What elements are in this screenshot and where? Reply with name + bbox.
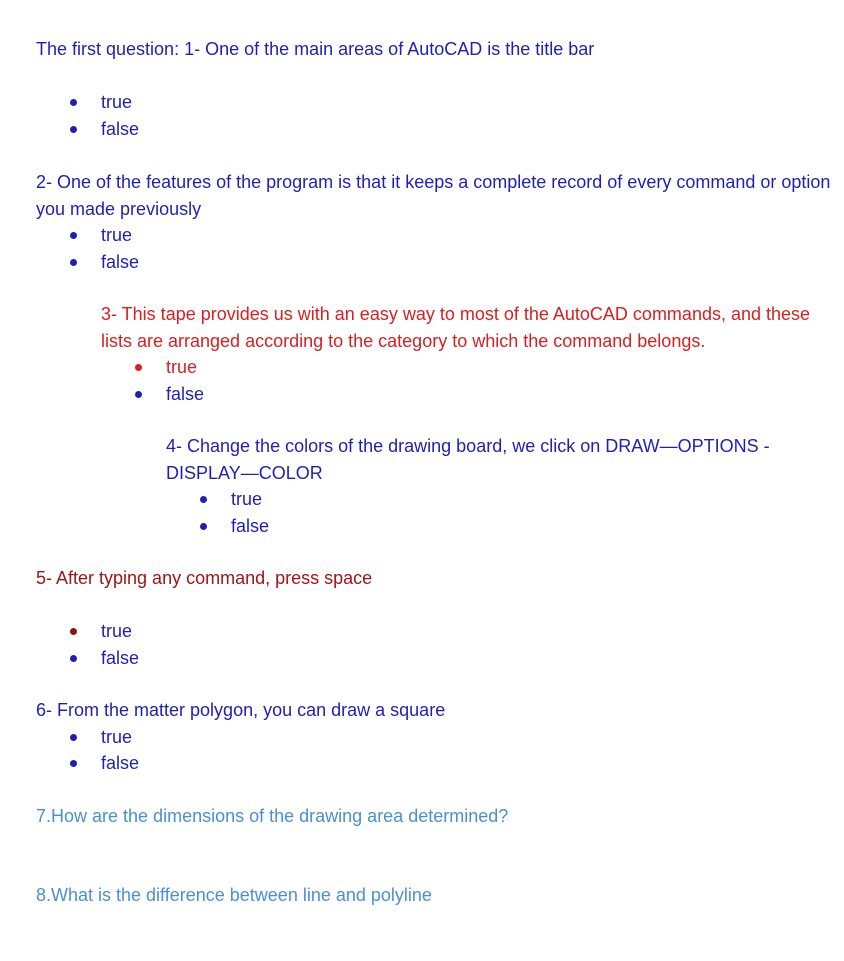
option-label: true bbox=[101, 621, 133, 641]
question-1 bbox=[36, 36, 826, 142]
options-list bbox=[36, 618, 826, 671]
bullet-icon bbox=[70, 628, 77, 635]
option-label: false bbox=[101, 647, 140, 668]
bullet-icon bbox=[70, 734, 77, 741]
option-label: true bbox=[101, 225, 133, 245]
option-label: false bbox=[101, 118, 140, 139]
list-item bbox=[36, 249, 836, 276]
question-text: 4- Change the colors of the drawing board, we click on DRAW—OPTIONS -DISPLAY—COLOR bbox=[166, 436, 770, 483]
question-6 bbox=[36, 697, 826, 777]
bullet-icon bbox=[70, 126, 77, 133]
bullet-icon bbox=[135, 364, 142, 371]
question-7 bbox=[36, 803, 826, 830]
bullet-icon bbox=[200, 496, 207, 503]
list-item bbox=[36, 618, 826, 645]
question-text: 5- After typing any command, press space bbox=[36, 568, 373, 588]
bullet-icon bbox=[70, 99, 77, 106]
bullet-icon bbox=[135, 391, 142, 398]
list-item bbox=[36, 724, 826, 751]
question-2 bbox=[36, 169, 836, 275]
question-3 bbox=[101, 301, 836, 407]
bullet-icon bbox=[70, 259, 77, 266]
question-8 bbox=[36, 882, 826, 909]
list-item bbox=[166, 486, 831, 513]
option-label: false bbox=[101, 251, 140, 272]
option-label: false bbox=[166, 383, 205, 404]
option-label: true bbox=[166, 357, 198, 377]
option-label: true bbox=[231, 489, 263, 509]
list-item bbox=[36, 116, 826, 143]
question-text: The first question: 1- One of the main areas of AutoCAD is the title bar bbox=[36, 39, 595, 59]
bullet-icon bbox=[70, 655, 77, 662]
question-5 bbox=[36, 565, 826, 671]
options-list bbox=[166, 486, 831, 539]
bullet-icon bbox=[70, 232, 77, 239]
options-list bbox=[36, 724, 826, 777]
bullet-icon bbox=[70, 760, 77, 767]
options-list bbox=[36, 89, 826, 142]
option-label: true bbox=[101, 726, 133, 747]
question-text: 8.What is the difference between line and polyline bbox=[36, 885, 432, 905]
options-list bbox=[101, 354, 836, 407]
list-item bbox=[36, 750, 826, 777]
question-text: 2- One of the features of the program is that it keeps a complete record of every command or option you made previously bbox=[36, 172, 831, 219]
list-item bbox=[36, 222, 836, 249]
list-item bbox=[36, 645, 826, 672]
question-4 bbox=[166, 433, 831, 539]
option-label: true bbox=[101, 92, 133, 112]
option-label: false bbox=[231, 515, 270, 536]
question-text: 6- From the matter polygon, you can draw a square bbox=[36, 700, 446, 720]
option-label: false bbox=[101, 753, 140, 773]
question-text: 3- This tape provides us with an easy way to most of the AutoCAD commands, and these lists are arranged according to the category to which the command belongs. bbox=[101, 304, 811, 351]
options-list bbox=[36, 222, 836, 275]
question-text: 7.How are the dimensions of the drawing area determined? bbox=[36, 806, 509, 826]
bullet-icon bbox=[200, 523, 207, 530]
list-item bbox=[101, 381, 836, 408]
list-item bbox=[166, 513, 831, 540]
list-item bbox=[36, 89, 826, 116]
list-item bbox=[101, 354, 836, 381]
